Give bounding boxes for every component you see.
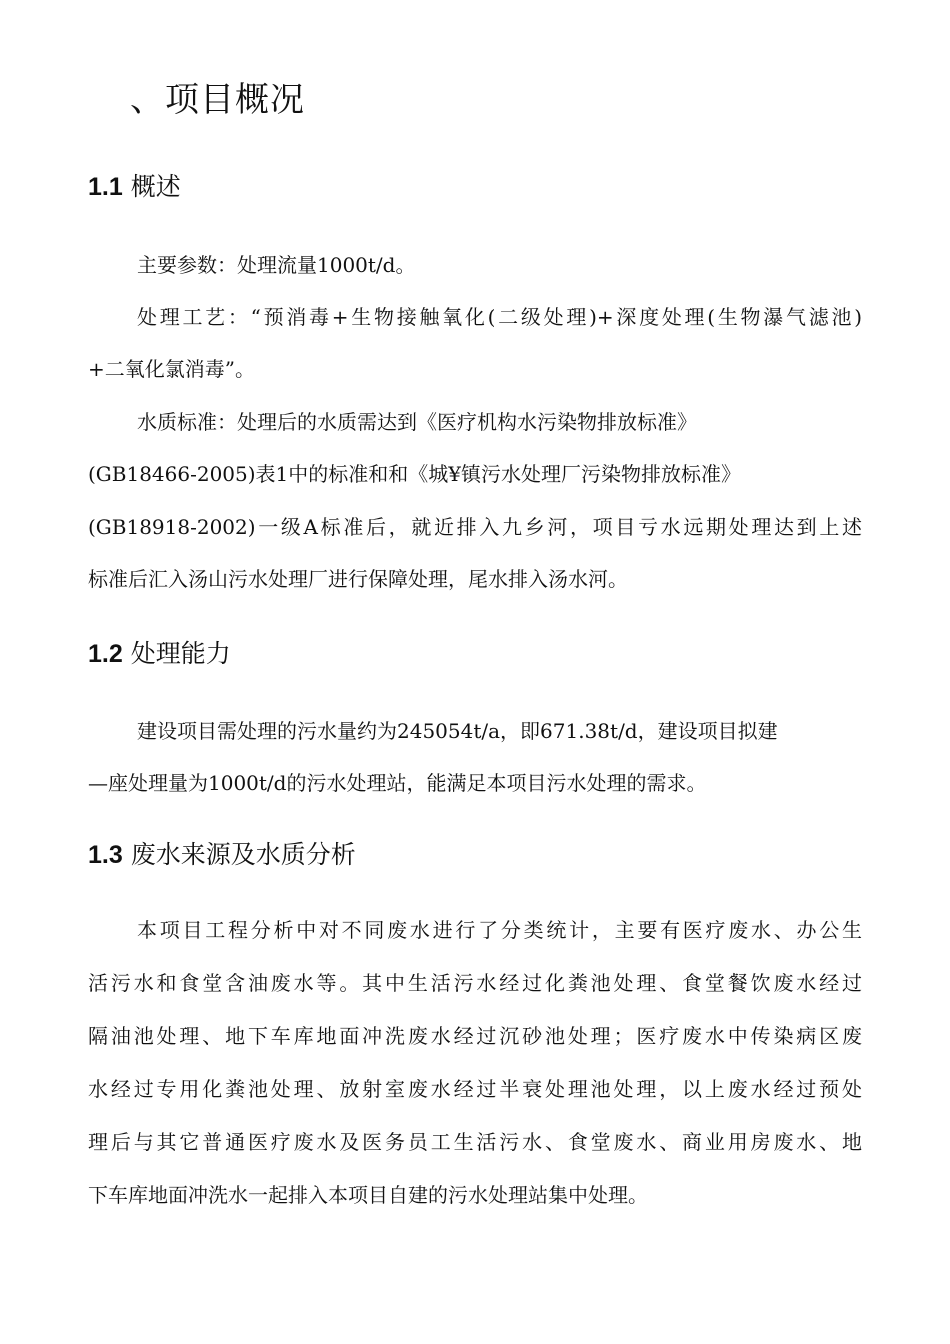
paragraph-line: 水质标准：处理后的水质需达到《医疗机构水污染物排放标准》	[137, 410, 697, 434]
section-heading-1-1	[88, 170, 181, 204]
paragraph-line: 本项目工程分析中对不同废水进行了分类统计，主要有医疗废水、办公生	[137, 918, 862, 942]
paragraph-line: 隔油池处理、地下车库地面冲洗废水经过沉砂池处理；医疗废水中传染病区废	[88, 1024, 862, 1048]
paragraph-line: —座处理量为1000t/d的污水处理站，能满足本项目污水处理的需求。	[88, 771, 707, 795]
chapter-title: 、项目概况	[130, 80, 305, 120]
section-heading-1-3	[88, 838, 356, 872]
section-number: 1.1	[88, 173, 123, 201]
paragraph-line: 下车库地面冲洗水一起排入本项目自建的污水处理站集中处理。	[88, 1183, 648, 1207]
paragraph-line: 理后与其它普通医疗废水及医务员工生活污水、食堂废水、商业用房废水、地	[88, 1130, 862, 1154]
paragraph-line: +二氧化氯消毒”。	[88, 357, 255, 381]
section-title-text: 概述	[130, 172, 181, 201]
paragraph-line: 标准后汇入汤山污水处理厂进行保障处理，尾水排入汤水河。	[88, 567, 628, 591]
paragraph-line: 处理工艺：“预消毒+生物接触氧化(二级处理)+深度处理(生物瀑气滤池)	[137, 305, 862, 329]
section-number: 1.2	[88, 640, 123, 668]
paragraph-line: 建设项目需处理的污水量约为245054t/a，即671.38t/d，建设项目拟建	[137, 719, 778, 743]
section-title-text: 处理能力	[130, 639, 231, 668]
paragraph-line: (GB18918-2002)一级A标准后，就近排入九乡河，项目亏水远期处理达到上述	[88, 515, 862, 539]
section-number: 1.3	[88, 841, 123, 869]
paragraph-line: 水经过专用化粪池处理、放射室废水经过半衰处理池处理，以上废水经过预处	[88, 1077, 862, 1101]
paragraph-line: 主要参数：处理流量1000t/d。	[137, 253, 416, 277]
section-heading-1-2	[88, 637, 231, 671]
paragraph-line: (GB18466-2005)表1中的标准和和《城¥镇污水处理厂污染物排放标准》	[88, 462, 742, 486]
section-title-text: 废水来源及水质分析	[130, 840, 356, 869]
paragraph-line: 活污水和食堂含油废水等。其中生活污水经过化粪池处理、食堂餐饮废水经过	[88, 971, 862, 995]
